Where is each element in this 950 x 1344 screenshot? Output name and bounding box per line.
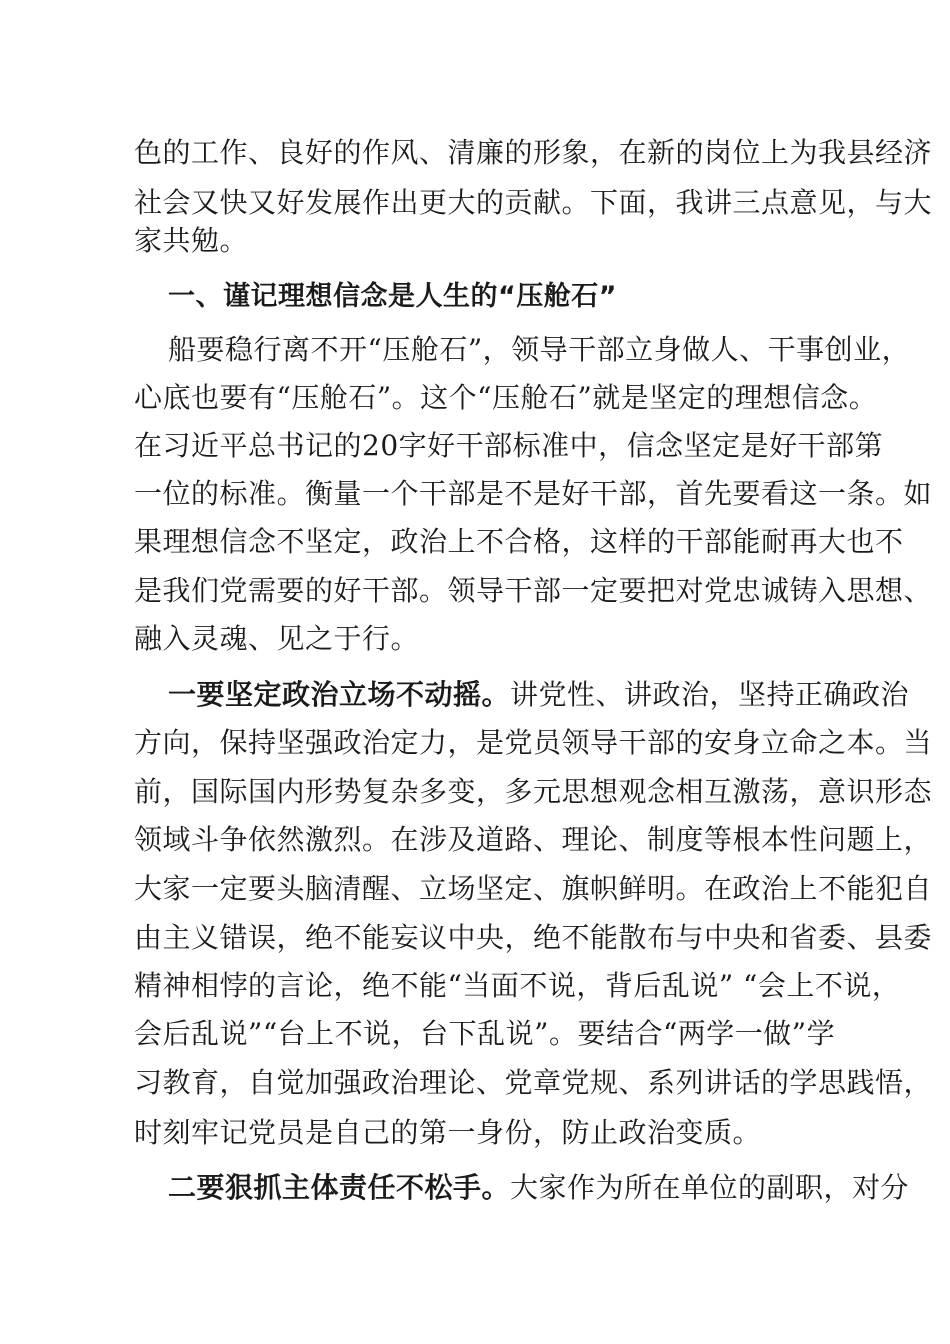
paragraph-line: 是我们党需要的好干部。领导干部一定要把对党忠诚铸入思想、 (134, 574, 933, 607)
paragraph-text: 大家作为所在单位的副职，对分 (510, 1171, 910, 1204)
paragraph-line: 会后乱说”“台上不说，台下乱说”。要结合“两学一做”学 (134, 1017, 836, 1050)
paragraph-line: 果理想信念不坚定，政治上不合格，这样的干部能耐再大也不 (134, 525, 904, 558)
paragraph-line: 精神相悖的言论，绝不能“当面不说，背后乱说” “会上不说， (134, 969, 901, 1002)
paragraph-lead-line (168, 1163, 910, 1213)
paragraph-line: 融入灵魂、见之于行。 (134, 622, 420, 655)
paragraph-line: 一位的标准。衡量一个干部是不是好干部，首先要看这一条。如 (134, 477, 933, 510)
paragraph-lead: 一要坚定政治立场不动摇。 (168, 678, 511, 711)
body-text-line: 家共勉。 (134, 224, 249, 257)
paragraph-line: 习教育，自觉加强政治理论、党章党规、系列讲话的学思践悟， (134, 1066, 933, 1099)
body-text-line: 色的工作、良好的作风、清廉的形象，在新的岗位上为我县经济 (134, 136, 933, 169)
paragraph-line: 领域斗争依然激烈。在涉及道路、理论、制度等根本性问题上， (134, 823, 933, 856)
paragraph-line: 前，国际国内形势复杂多变，多元思想观念相互激荡，意识形态 (134, 775, 933, 808)
paragraph-line: 船要稳行离不开“压舱石”，领导干部立身做人、干事创业， (168, 333, 911, 366)
paragraph-line: 时刻牢记党员是自己的第一身份，防止政治变质。 (134, 1116, 762, 1149)
paragraph-line: 方向，保持坚强政治定力，是党员领导干部的安身立命之本。当 (134, 726, 933, 759)
section-heading: 一、谨记理想信念是人生的“压舱石” (168, 281, 617, 312)
paragraph-lead: 二要狠抓主体责任不松手。 (168, 1171, 511, 1204)
paragraph-line: 心底也要有“压舱石”。这个“压舱石”就是坚定的理想信念。 (134, 381, 878, 414)
body-text-line: 社会又快又好发展作出更大的贡献。下面，我讲三点意见，与大 (134, 186, 933, 219)
paragraph-line: 大家一定要头脑清醒、立场坚定、旗帜鲜明。在政治上不能犯自 (134, 872, 933, 905)
paragraph-lead-line (168, 670, 910, 720)
paragraph-text: 讲党性、讲政治，坚持正确政治 (510, 678, 910, 711)
paragraph-line: 由主义错误，绝不能妄议中央，绝不能散布与中央和省委、县委 (134, 921, 933, 954)
paragraph-line: 在习近平总书记的20字好干部标准中，信念坚定是好干部第 (134, 429, 884, 462)
